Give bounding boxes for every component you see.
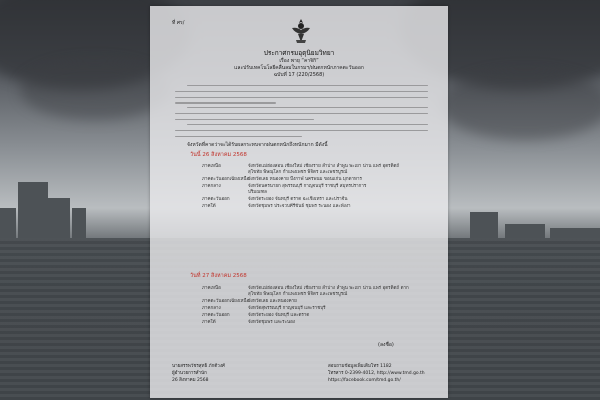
footer-right-2: โทรสาร 0-2399-4012, http://www.tmd.go.th	[328, 371, 425, 376]
body-paragraph-2	[175, 107, 428, 124]
date-day2: วันที่ 27 สิงหาคม 2568	[190, 273, 247, 279]
day2-row: ภาคตะวันออก จังหวัดระยอง จันทบุรี และตราด	[202, 313, 310, 318]
day2-row: ภาคใต้ จังหวัดชุมพร และระนอง	[202, 320, 295, 325]
footer-left-2: ผู้อำนวยการสำนัก	[172, 371, 207, 376]
day2-row: ภาคกลาง จังหวัดสุพรรณบุรี กาญจนบุรี และราชบุรี	[202, 306, 326, 311]
body-paragraph-1	[175, 85, 428, 108]
footer-left-3: 26 สิงหาคม 2568	[172, 378, 209, 383]
announcement-document	[150, 6, 448, 398]
document-issue: ฉบับที่ 17 (220/2568)	[273, 72, 325, 78]
day1-row: ภาคใต้ จังหวัดชุมพร ประจวบคีรีขันธ์ ชุมพร ระนอง และพังงา	[202, 204, 351, 209]
document-subtitle: และปรับเทคโนโลยีคลื่นลมในกรมฯ/ฝนตกหนักภาคตะวันออก	[234, 65, 364, 71]
intro-label: จังหวัดที่คาดว่าจะได้รับผลกระทบจากฝนตกหนักถึงหนักมาก มีดังนี้	[187, 142, 328, 148]
date-day1: วันนี้ 26 สิงหาคม 2568	[190, 152, 247, 158]
day1-row: ภาคตะวันออก จังหวัดระยอง จันทบุรี ตราด ฉะเชิงเทรา และปราจีน	[202, 197, 348, 202]
signature: (ลงชื่อ)	[378, 342, 394, 348]
day1-row: ภาคกลาง จังหวัดนครนายก สุพรรณบุรี กาญจนบุรี ราชบุรี สมุทรปราการ ปริมณฑล	[202, 184, 367, 195]
body-paragraph-3	[175, 124, 428, 141]
garuda-emblem	[289, 18, 313, 44]
footer-right-3: https://facebook.com/tmd.go.th/	[328, 378, 401, 383]
footer-left-1: นายสรรพวัชรสุทธิ ภักดีวงศ์	[172, 364, 225, 369]
day2-row: ภาคเหนือ จังหวัดแม่ฮ่องสอน เชียงใหม่ เชียงราย ลำปาง ลำพูน พะเยา น่าน แพร่ อุตรดิตถ์ ตาก สุโขทัย พิษณุโลก กำแพงเพชร พิจิตร และเพชรบูรณ์	[202, 286, 409, 297]
day1-row: ภาคเหนือ จังหวัดแม่ฮ่องสอน เชียงใหม่ เชียงราย ลำปาง ลำพูน พะเยา น่าน แพร่ อุตรดิตถ์ สุโขทัย พิษณุโลก กำแพงเพชร พิจิตร และเพชรบูรณ์	[202, 164, 400, 175]
day1-row: ภาคตะวันออกเฉียงเหนือ จังหวัดเลย หนองคาย บึงกาฬ นครพนม ขอนแก่น มุกดาหาร	[202, 177, 362, 182]
document-ref: ที่ ศร/	[172, 20, 185, 26]
document-org: ประกาศกรมอุตุนิยมวิทยา	[263, 49, 335, 57]
day2-row: ภาคตะวันออกเฉียงเหนือ จังหวัดเลย และหนองคาย	[202, 299, 297, 304]
document-subject: เรื่อง พายุ “คาจิกิ”	[279, 58, 319, 64]
footer-right-1: สอบถามข้อมูลเพิ่มเติมโทร 1182	[328, 364, 392, 369]
